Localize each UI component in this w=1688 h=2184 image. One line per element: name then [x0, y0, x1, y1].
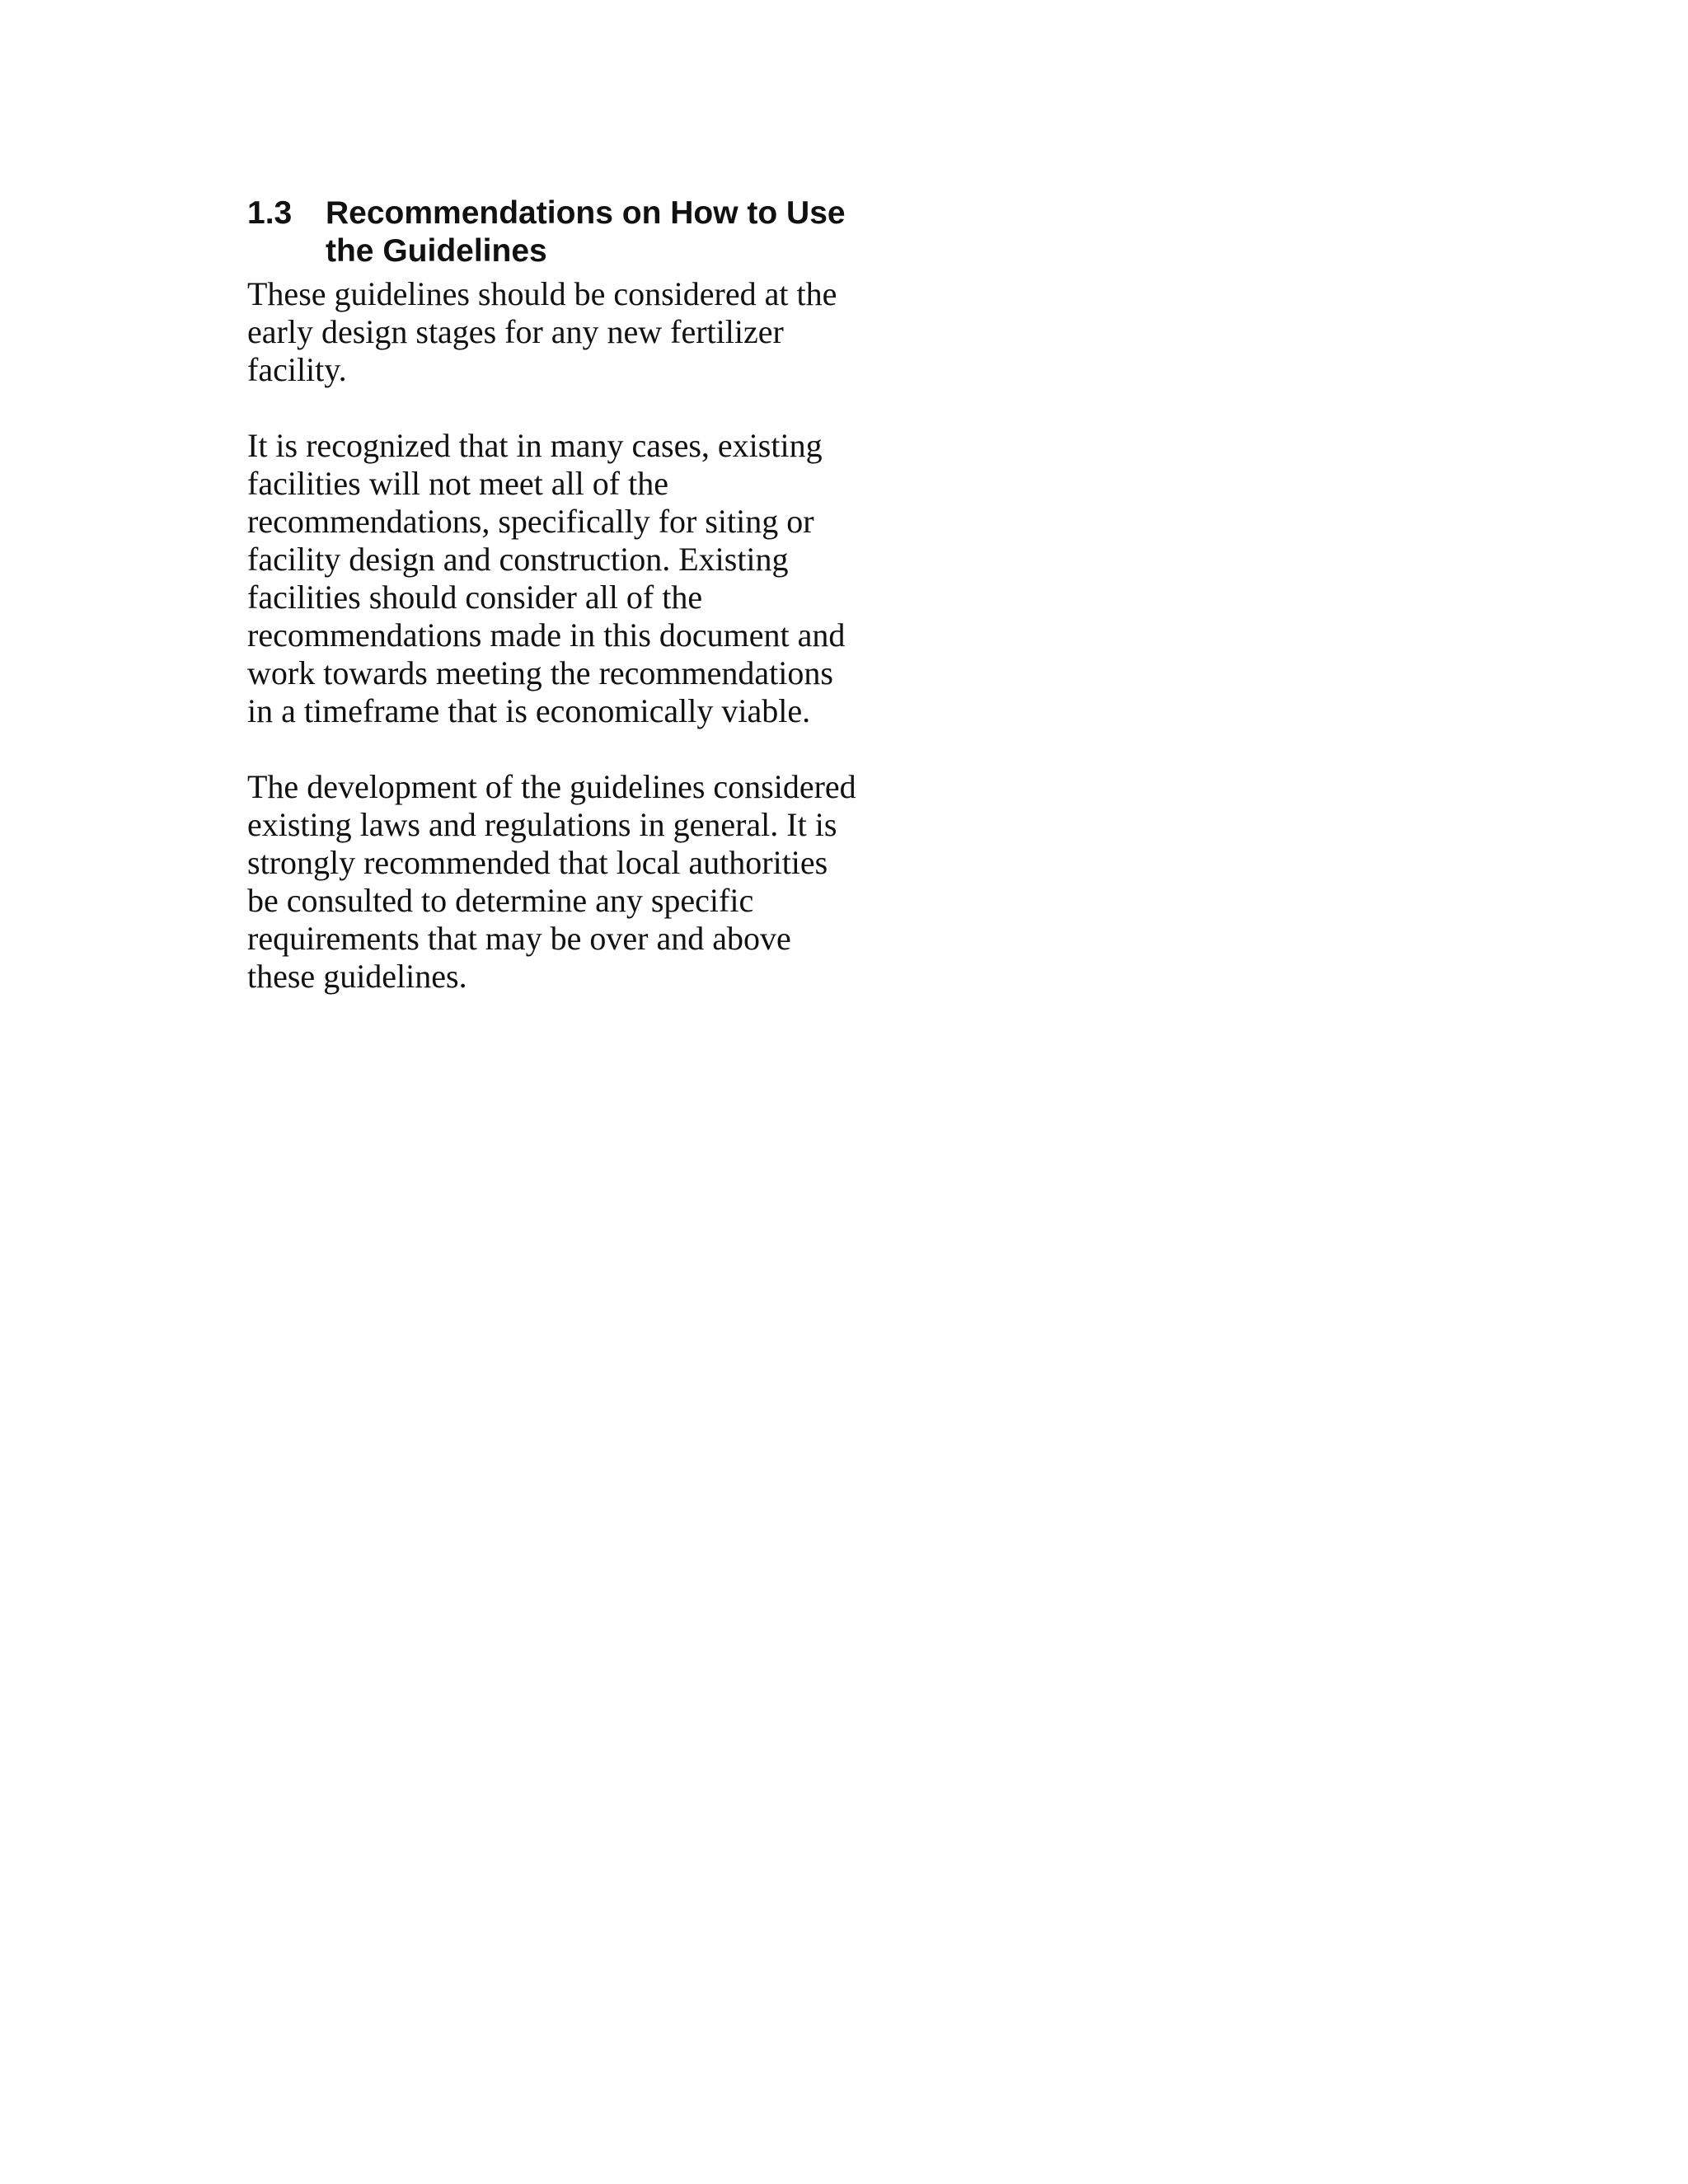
paragraph-line: These guidelines should be considered at the: [247, 275, 837, 312]
paragraph-line: strongly recommended that local authorities: [247, 844, 828, 881]
section-heading: [247, 194, 898, 270]
paragraph-line: recommendations, specifically for siting or: [247, 503, 814, 540]
paragraph-line: in a timeframe that is economically viable.: [247, 692, 811, 729]
paragraph-intro: [247, 275, 898, 389]
paragraph-line: The development of the guidelines considered: [247, 768, 856, 805]
paragraph-line: existing laws and regulations in general. It is: [247, 806, 837, 843]
paragraph-line: facilities will not meet all of the: [247, 465, 668, 502]
paragraph-line: facility.: [247, 351, 347, 388]
paragraph-line: requirements that may be over and above: [247, 920, 791, 957]
text-column: [247, 194, 898, 1033]
paragraph-line: be consulted to determine any specific: [247, 882, 754, 919]
paragraph-line: work towards meeting the recommendations: [247, 654, 833, 691]
paragraph-laws-regulations: [247, 768, 898, 996]
section-title-line: Recommendations on How to Use: [326, 195, 846, 231]
paragraph-existing-facilities: [247, 427, 898, 730]
paragraph-line: facilities should consider all of the: [247, 579, 703, 616]
paragraph-line: recommendations made in this document and: [247, 616, 846, 654]
section-number: 1.3: [247, 195, 293, 231]
paragraph-line: It is recognized that in many cases, existing: [247, 427, 823, 464]
paragraph-line: early design stages for any new fertilizer: [247, 313, 784, 350]
paragraph-line: facility design and construction. Existing: [247, 541, 789, 578]
section-title: [326, 194, 898, 270]
paragraph-line: these guidelines.: [247, 958, 467, 995]
section-title-line: the Guidelines: [326, 233, 547, 269]
